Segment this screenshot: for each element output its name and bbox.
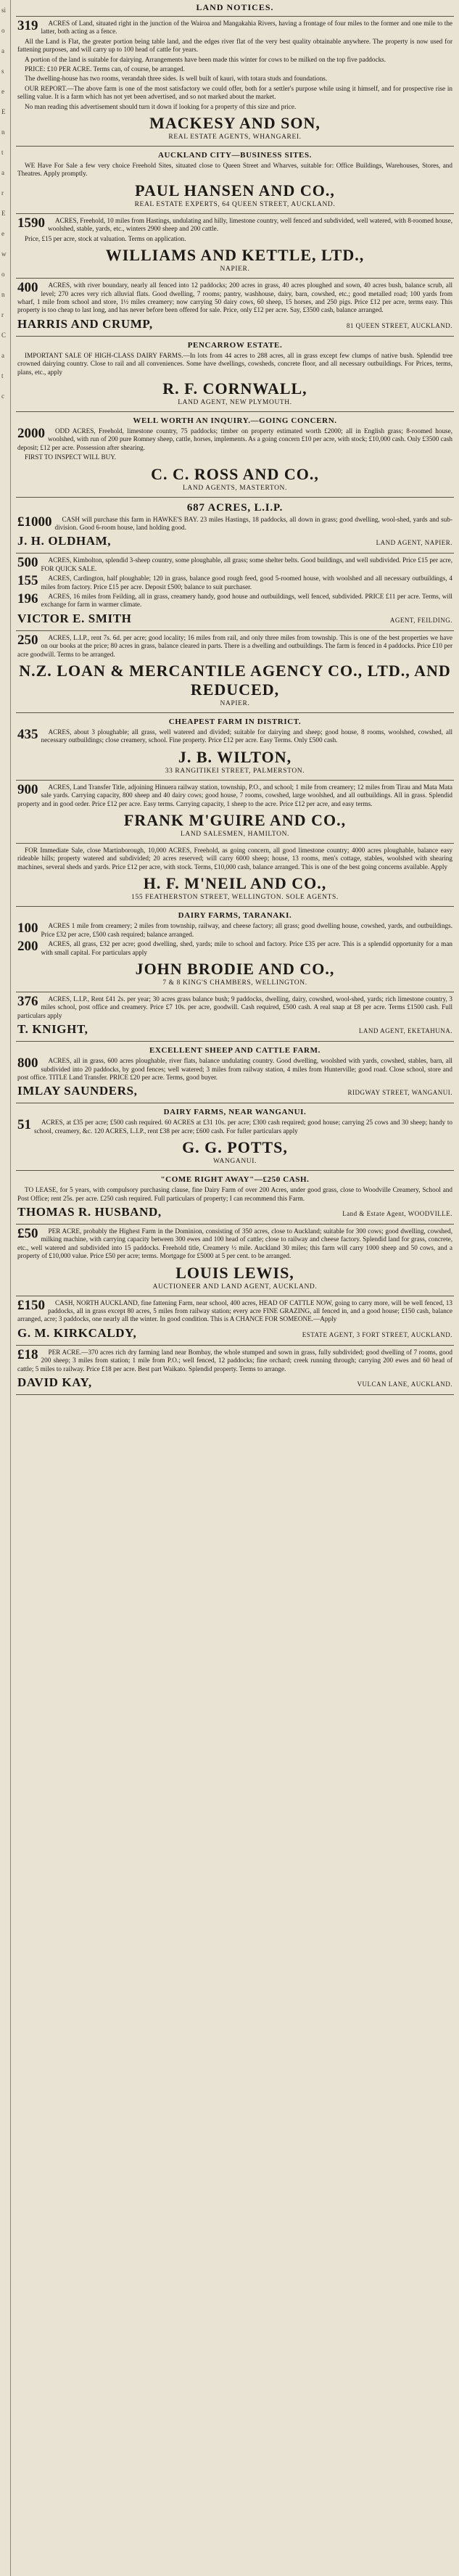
ad-heading: EXCELLENT SHEEP AND CATTLE FARM.: [149, 1046, 321, 1055]
agent-address: 155 FEATHERSTON STREET, WELLINGTON. SOLE AGENTS.: [131, 894, 339, 902]
agent-signature-row: [17, 1084, 452, 1098]
agent-address: VULCAN LANE, AUCKLAND.: [357, 1380, 452, 1388]
margin-fragment-letter: C: [1, 332, 7, 339]
advertisement: [16, 17, 454, 147]
agent-name: G. M. KIRKCALDY,: [17, 1325, 137, 1340]
ad-body-text: ACRES of Land, situated right in the junction of the Wairoa and Mangakahia Rivers, having a frontage of four miles to the former and one mile to the latter, both acting as a fence.: [41, 20, 452, 36]
ad-body-text: CASH, NORTH AUCKLAND, fine fattening Farm, near school, 400 acres, HEAD OF CATTLE NOW, going to carry more, will be well fenced, 13 paddocks, all in grass except 80 acres, 5 miles from railway station; every acre FINE GRAZING, all fenced in, and a good house; £150 cash, balance arranged, acre; 3 paddocks, one nearly all the winter. In good condition. This is A CHANCE FOR SOMEONE.—Apply: [17, 1299, 452, 1323]
ad-body-text: ACRES, 16 miles from Feilding, all in grass, creamery handy, good house and outbuildings, well fenced, subdivided. PRICE £11 per acre. Terms, will exchange for farm in warmer climate.: [41, 593, 452, 609]
ad-heading: "COME RIGHT AWAY"—£250 CASH.: [160, 1175, 310, 1185]
agent-name: IMLAY SAUNDERS,: [17, 1084, 138, 1098]
ad-paragraph: [17, 575, 452, 591]
advertisement: [16, 554, 454, 630]
ad-body-text: ACRES, Cardington, half ploughable; 120 in grass, balance good rough feed, good 5-roomed house, with woolshed and all necessary outbuildings, 4 miles from factory. Price £15 per acre. Deposit £500; balance to suit purchaser.: [41, 575, 452, 590]
agent-address: WANGANUI.: [212, 1158, 257, 1166]
agent-address: Land & Estate Agent, WOODVILLE.: [342, 1209, 452, 1217]
ad-body-text: PER ACRE.—370 acres rich dry farming land near Bombay, the whole stumped and sown in grass, fully subdivided; good dwelling of 7 rooms, good 200 sheep; 3 miles from station; 1 mile from P.O.; well fenced, 12 paddocks; fine orchard; creek running through; carrying 200 ewes and 60 head of cattle; 5 miles to railway. Price £18 per acre. Best part Waikato. Splendid property. Terms to arrange.: [17, 1348, 452, 1373]
ad-body-text: ACRES, all in grass, 600 acres ploughable, river flats, balance undulating country. Good dwelling, woolshed with yards, cowshed, stables, barn, all subdivided into 20 paddocks, by good fences; well watered; 3 miles from railway station, 4 miles from Hunterville; good road. Close school, store and post office. TITLE Land Transfer. PRICE £20 per acre. Terms, good buyer.: [17, 1057, 452, 1081]
ad-heading: PENCARROW ESTATE.: [187, 340, 283, 350]
advertisement: [16, 844, 454, 907]
margin-fragment-letter: a: [1, 352, 4, 359]
margin-fragment-letter: a: [1, 47, 4, 54]
advertisement: [16, 713, 454, 781]
ad-paragraph: [17, 235, 452, 243]
agent-name: DAVID KAY,: [17, 1375, 92, 1390]
agent-name: FRANK M'GUIRE AND CO.,: [123, 811, 347, 830]
ad-body-text: ACRES, about 3 ploughable; all grass, well watered and divided; suitable for dairying and sheep; good house, 8 rooms, woolshed, cowshed, all necessary outbuildings; close creamery, school. Fine property. Price £12 per acre. Easy Terms. Only £500 cash.: [41, 728, 452, 744]
agent-address: REAL ESTATE EXPERTS, 64 QUEEN STREET, AUCKLAND.: [134, 200, 336, 208]
ad-body-text: ACRES 1 mile from creamery; 2 miles from township, railway, and cheese factory; all grass; good dwelling house, cowshed, yards, and outbuildings. Price £32 per acre, £500 cash required; balance arranged.: [41, 922, 452, 938]
lead-figure: 155: [17, 573, 38, 589]
ad-paragraph: [17, 516, 452, 532]
ad-body-text: IMPORTANT SALE OF HIGH-CLASS DAIRY FARMS.—In lots from 44 acres to 288 acres, all in grass except few clumps of native bush. Splendid tree crowned dairying country. Close to rail and all conveniences. Some have dwellings, cowsheds, concrete floor, and all necessary outbuildings. For Prices, terms, plans, etc., apply: [17, 351, 452, 376]
ad-paragraph: [17, 38, 452, 54]
advertisement: [16, 1042, 454, 1103]
lead-figure: £1000: [17, 514, 52, 530]
advertisement: [16, 1346, 454, 1395]
agent-name: H. F. M'NEIL AND CO.,: [143, 874, 327, 893]
margin-fragment-letter: r: [1, 189, 4, 197]
advertisement: [16, 279, 454, 337]
ad-paragraph: [17, 352, 452, 376]
lead-figure: 196: [17, 591, 38, 606]
ad-paragraph: [17, 281, 452, 315]
advertisement: [16, 337, 454, 412]
advertisement: [16, 1225, 454, 1296]
ad-body-text: CASH will purchase this farm in HAWKE'S BAY. 23 miles Hastings, 18 paddocks, all down in grass; good dwelling, wool-shed, yards and sub-division. Good 6-room house, land holding good.: [54, 515, 452, 531]
ad-body-text: The dwelling-house has two rooms, verandah three sides. Is well built of kauri, with totara studs and foundations.: [25, 75, 328, 83]
ad-body-text: ACRES, all grass, £32 per acre; good dwelling, shed, yards; mile to school and factory. Price £35 per acre. This is a splendid opportunity for a man with small capital. For particulars apply: [41, 940, 452, 956]
ad-body-text: WE Have For Sale a few very choice Freehold Sites, situated close to Queen Street and Wharves, suitable for: Office Buildings, Warehouses, Stores, and Theatres. Apply promptly.: [17, 162, 452, 178]
agent-name: MACKESY AND SON,: [149, 114, 321, 133]
ad-paragraph: [17, 85, 452, 102]
lead-figure: 800: [17, 1055, 38, 1071]
ad-paragraph: [17, 1119, 452, 1135]
agent-signature-row: [17, 534, 452, 548]
ad-body-text: ACRES, at £35 per acre; £500 cash required. 60 ACRES at £31 10s. per acre; £300 cash required; good house; carrying 25 cows and 30 sheep; handy to school, creamery, &c. 120 ACRES, L.I.P., rent £38 per acre; £600 cash. For fuller particulars apply: [34, 1119, 452, 1135]
margin-fragment-letter: n: [1, 291, 5, 298]
ad-body-text: ACRES, L.I.P., rent 7s. 6d. per acre; good locality; 16 miles from rail, and only three miles from township. This is one of the best properties we have on our books at the price; 80 acres in grass, balance cleared in parts. There is a dwelling and outbuildings. The farm is fenced in 4 paddocks. Price £10 per acre goodwill. Terms to be arranged.: [17, 633, 452, 658]
ad-paragraph: [17, 940, 452, 957]
margin-fragment-letter: o: [1, 271, 5, 278]
margin-fragment-letter: s: [1, 67, 4, 75]
ad-paragraph: [17, 556, 452, 573]
advertisement: [16, 214, 454, 279]
agent-name: WILLIAMS AND KETTLE, LTD.,: [105, 246, 365, 265]
agent-address: LAND AGENT, NAPIER.: [376, 539, 452, 547]
agent-name: PAUL HANSEN AND CO.,: [135, 181, 335, 199]
ad-body-text: Price, £15 per acre, stock at valuation. Terms on application.: [25, 234, 186, 242]
ad-heading: AUCKLAND CITY—BUSINESS SITES.: [157, 151, 313, 160]
lead-figure: 51: [17, 1117, 31, 1133]
lead-figure: 319: [17, 18, 38, 33]
ad-body-text: ODD ACRES, Freehold, limestone country, 75 paddocks; timber on property estimated worth £2000; all in English grass; 8-roomed house, woolshed, with run of 200 pure Romney sheep, cattle, horses, implements. As a going concern £10 per acre, with stock; £10,000 cash. Only £3500 cash deposit; £12 per acre. Possession after shearing.: [17, 427, 452, 451]
margin-fragment-letter: a: [1, 169, 4, 176]
section-masthead: LAND NOTICES.: [16, 0, 454, 17]
agent-name: VICTOR E. SMITH: [17, 611, 132, 625]
lead-figure: 250: [17, 632, 38, 648]
agent-name: T. KNIGHT,: [17, 1022, 88, 1037]
margin-fragment-letter: t: [1, 149, 4, 156]
ad-paragraph: [17, 1057, 452, 1082]
agent-signature-row: [17, 1022, 452, 1037]
lead-figure: 500: [17, 555, 38, 571]
ad-heading: WELL WORTH AN INQUIRY.—GOING CONCERN.: [133, 416, 337, 425]
ad-banner: 687 ACRES, L.I.P.: [186, 501, 284, 514]
agent-address: NAPIER.: [220, 266, 250, 273]
lead-figure: £18: [17, 1346, 38, 1362]
ad-paragraph: [17, 427, 452, 452]
adjacent-column-fragment: [0, 0, 11, 2576]
lead-figure: 435: [17, 727, 38, 743]
margin-fragment-letter: e: [1, 230, 4, 237]
agent-address: LAND SALESMEN, HAMILTON.: [180, 831, 290, 839]
margin-fragment-letter: r: [1, 311, 4, 318]
advertisement: [16, 412, 454, 498]
ad-body-text: All the Land is Flat, the greater portion being table land, and the edges river flat of the very best quality obtainable anywhere. The property is now used for fattening purposes, and will carry up to 100 head of cattle for years.: [17, 37, 452, 54]
advertisement: [16, 1171, 454, 1225]
margin-fragment-letter: o: [1, 27, 5, 34]
ad-paragraph: [17, 995, 452, 1020]
margin-fragment-letter: e: [1, 88, 4, 95]
agent-name: JOHN BRODIE AND CO.,: [135, 959, 335, 978]
ad-paragraph: [17, 922, 452, 939]
agent-signature-row: [17, 317, 452, 332]
margin-fragment-letter: c: [1, 392, 4, 400]
advertisement: [16, 781, 454, 844]
margin-fragment-letter: si: [1, 7, 7, 14]
margin-fragment-letter: t: [1, 372, 4, 379]
agent-signature-row: [17, 1375, 452, 1390]
agent-address: LAND AGENT, EKETAHUNA.: [358, 1027, 452, 1035]
advertisements-list: [16, 17, 454, 1395]
agent-address: AUCTIONEER AND LAND AGENT, AUCKLAND.: [152, 1283, 318, 1291]
ad-body-text: OUR REPORT.—The above farm is one of the most satisfactory we could offer, both for a settler's purpose while using it himself, and for prospective rise in selling value. It is a farm which has not yet been advertised, and so not marked about the market.: [17, 84, 452, 101]
lead-figure: 200: [17, 939, 38, 955]
advertisement: [16, 992, 454, 1042]
ad-paragraph: [17, 56, 452, 64]
agent-signature-row: [17, 1326, 452, 1341]
ad-body-text: PRICE: £10 PER ACRE. Terms can, of course, be arranged.: [25, 65, 185, 73]
lead-figure: 100: [17, 921, 38, 937]
agent-address: ESTATE AGENT, 3 FORT STREET, AUCKLAND.: [302, 1330, 452, 1338]
agent-address: 7 & 8 KING'S CHAMBERS, WELLINGTON.: [162, 979, 307, 987]
agent-name: J. B. WILTON,: [178, 747, 292, 766]
ad-paragraph: [17, 217, 452, 234]
advertisement: [16, 498, 454, 554]
ad-paragraph: [17, 1186, 452, 1203]
lead-figure: £50: [17, 1225, 38, 1241]
ad-paragraph: [17, 103, 452, 111]
ad-paragraph: [17, 20, 452, 36]
lead-figure: £150: [17, 1297, 45, 1313]
agent-address: 81 QUEEN STREET, AUCKLAND.: [346, 321, 452, 329]
agent-address: 33 RANGITIKEI STREET, PALMERSTON.: [165, 767, 305, 775]
agent-address: LAND AGENTS, MASTERTON.: [183, 484, 287, 492]
lead-figure: 376: [17, 993, 38, 1009]
ad-body-text: A portion of the land is suitable for dairying. Arrangements have been made this winter for cows to be milked on the top five paddocks.: [25, 55, 386, 63]
ad-paragraph: [17, 453, 452, 461]
ad-paragraph: [17, 75, 452, 83]
ad-body-text: ACRES, with river boundary, nearly all fenced into 12 paddocks; 200 acres in grass, 40 acres ploughed and sown, 40 acres bush, balance scrub, all level; 270 acres very rich alluvial flats. Good dwelling, 7 rooms; pantry, washhouse, dairy, barn, cowshed, etc.; good metalled road; 100 yards from wharf, 1 mile from school and store, 1½ miles creamery; now carrying 50 dairy cows, 60 sheep, 15 horses, and 250 pigs. Price £12 per acre, terms easy. This property is too cheap to last long, and has never before been offered for sale. Price, only £12 per acre. Say, £3500 cash, balance arranged.: [17, 281, 452, 314]
ad-paragraph: [17, 728, 452, 745]
agent-address: RIDGWAY STREET, WANGANUI.: [347, 1089, 452, 1097]
agent-address: NAPIER.: [220, 700, 250, 708]
ad-body-text: FOR Immediate Sale, close Martinborough, 10,000 ACRES, Freehold, as going concern, all good limestone country; 4000 acres ploughable, balance easy rideable hills; property watered and subdivided; 20 acres reserved; will carry 6000 sheep; house, 13 rooms, men's cottage, stables, woolshed with shearing machines, several sheds and yards. Price £12 per acre, with stock. Terms, £10,000 cash, balance arranged. This is one of the best going concerns available. Apply: [17, 847, 452, 871]
ad-paragraph: [17, 1227, 452, 1261]
advertisement: [16, 1296, 454, 1346]
ad-body-text: TO LEASE, for 5 years, with compulsory purchasing clause, fine Dairy Farm of over 200 Acres, under good grass, close to Woodville Creamery, School and Post Office; rent 25s. per acre. £250 cash required. Full particulars of property; I can recommend this Farm.: [17, 1186, 452, 1202]
margin-fragment-letter: E: [1, 210, 6, 217]
advertisement: [16, 147, 454, 214]
ad-paragraph: [17, 1299, 452, 1324]
ad-paragraph: [17, 1346, 452, 1373]
agent-name: R. F. CORNWALL,: [162, 379, 307, 398]
ad-paragraph: [17, 65, 452, 73]
margin-fragment-letter: E: [1, 108, 6, 115]
ad-paragraph: [17, 593, 452, 609]
ad-paragraph: [17, 783, 452, 808]
advertisement: [16, 631, 454, 713]
margin-fragment-letter: w: [1, 250, 7, 258]
ad-heading: CHEAPEST FARM IN DISTRICT.: [168, 717, 302, 727]
agent-name: N.Z. LOAN & MERCANTILE AGENCY CO., LTD., AND REDUCED,: [19, 662, 451, 699]
agent-name: J. H. OLDHAM,: [17, 534, 112, 548]
agent-name: C. C. ROSS AND CO.,: [151, 464, 319, 483]
agent-address: REAL ESTATE AGENTS, WHANGAREI.: [168, 133, 302, 141]
agent-address: AGENT, FEILDING.: [389, 616, 452, 624]
ad-body-text: PER ACRE, probably the Highest Farm in the Dominion, consisting of 350 acres, close to Auckland; suitable for 300 cows; good dwelling, cowshed, milking machine, with carrying capacity between 300 ewes and 100 head of cattle; close to railway and cheese factory. Splendid land for grass, concrete, etc., well watered and subdivided into 15 paddocks. Freehold title, Creamery ½ mile. Auckland 30 miles; this farm will carry 1000 sheep and 50 cows, and a property of £10,000 value. Price £50 per acre; terms. Mortgage for £5000 at 5 per cent. to be arranged.: [17, 1227, 452, 1260]
agent-signature-row: [17, 612, 452, 626]
ad-body-text: ACRES, Kimbolton, splendid 3-sheep country, some ploughable, all grass; some shelter belts. Good buildings, and well subdivided. Price £15 per acre, FOR QUICK SALE.: [41, 556, 452, 572]
ad-paragraph: [17, 847, 452, 871]
ad-body-text: ACRES, Freehold, 10 miles from Hastings, undulating and hilly, limestone country, well fenced and subdivided, well watered, with 8-roomed house, woolshed, stable, yards, etc., winters 2900 sheep and 200 cattle.: [48, 216, 452, 233]
land-notices-column: [16, 0, 454, 1395]
agent-name: G. G. POTTS,: [182, 1138, 288, 1157]
lead-figure: 900: [17, 781, 38, 797]
agent-name: THOMAS R. HUSBAND,: [17, 1204, 162, 1219]
ad-heading: DAIRY FARMS, TARANAKI.: [178, 911, 292, 921]
ad-heading: DAIRY FARMS, NEAR WANGANUI.: [163, 1108, 307, 1117]
ad-body-text: ACRES, Land Transfer Title, adjoining Hinuera railway station, township, P.O., and school; 1 mile from creamery; 12 miles from Tirau and Mata Mata sale yards. Carrying capacity, 800 sheep and 40 dairy cows; good house, 7 rooms, cowshed, large woolshed, and all outbuildings. All in grass. Splendid property and in good order. Price £12 per acre. Easy terms. Carrying capacity, 1 sheep to the acre. Price £12 per acre, and easy terms.: [17, 783, 452, 807]
ad-paragraph: [17, 634, 452, 659]
lead-figure: 1590: [17, 215, 45, 231]
agent-name: HARRIS AND CRUMP,: [17, 316, 153, 331]
ad-paragraph: [17, 162, 452, 178]
advertisement: [16, 907, 454, 992]
advertisement: [16, 1103, 454, 1171]
ad-body-text: FIRST TO INSPECT WILL BUY.: [25, 453, 117, 461]
margin-fragment-letter: n: [1, 128, 5, 136]
agent-address: LAND AGENT, NEW PLYMOUTH.: [178, 398, 292, 406]
ad-body-text: ACRES, L.I.P., Rent £41 2s. per year; 30 acres grass balance bush; 9 paddocks, dwelling, dairy, cowshed, wool-shed, yards; rich limestone country, 3 miles school, post office and creamery. Price £7 10s. per acre, goodwill. Cash required, £500 cash. A real snap at £8 per acre. Terms £1500 cash. Full particulars apply: [17, 995, 452, 1019]
lead-figure: 400: [17, 280, 38, 296]
ad-body-text: No man reading this advertisement should turn it down if looking for a property of this size and price.: [25, 102, 297, 110]
agent-signature-row: [17, 1205, 452, 1219]
lead-figure: 2000: [17, 425, 45, 441]
agent-name: LOUIS LEWIS,: [175, 1263, 294, 1282]
